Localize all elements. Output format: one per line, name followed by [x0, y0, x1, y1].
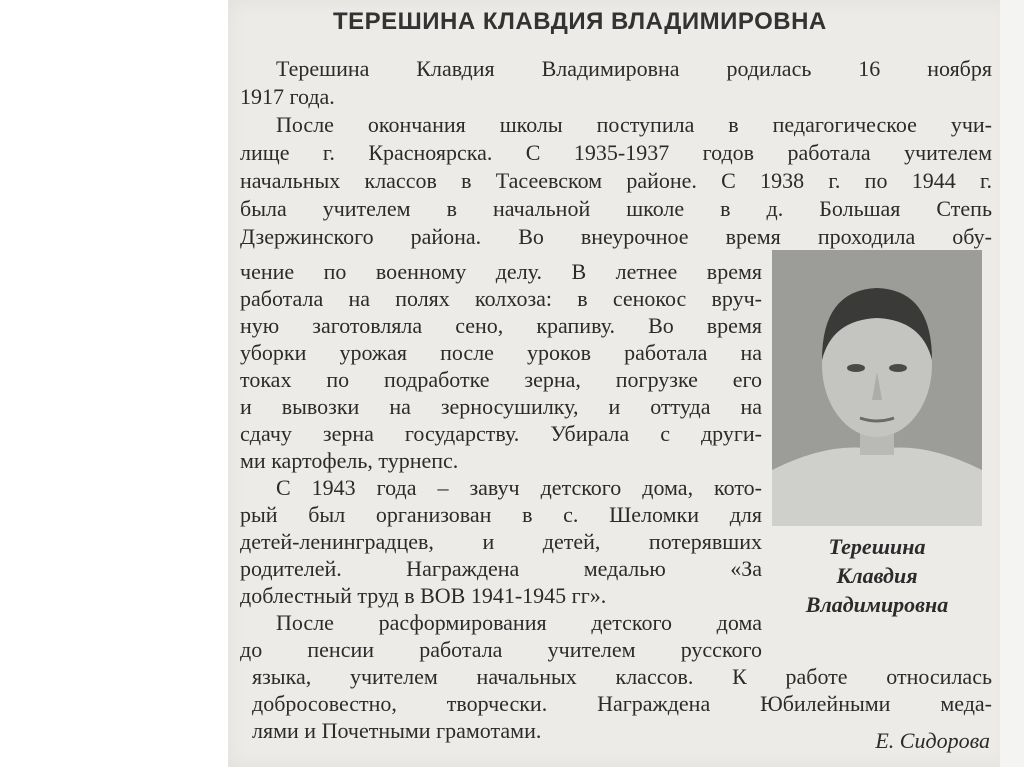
photo-caption-line: Клавдия	[836, 563, 918, 588]
text-line: лище г. Красноярска. С 1935-1937 годов работала учителем	[240, 140, 992, 165]
text-line: ную заготовляла сено, крапиву. Во время	[240, 313, 762, 338]
text-line: Терешина Клавдия Владимировна родилась 16 ноября	[276, 56, 992, 81]
text-line: сдачу зерна государству. Убирала с други-	[240, 421, 762, 446]
text-line: Дзержинского района. Во внеурочное время проходила обу-	[240, 224, 992, 249]
photo-caption-line: Терешина	[828, 534, 926, 559]
text-line: ми картофель, турнепс.	[240, 448, 459, 473]
text-line: до пенсии работала учителем русского	[240, 637, 762, 662]
text-line: лями и Почетными грамотами.	[252, 718, 542, 743]
author-signature: Е. Сидорова	[875, 728, 990, 753]
text-line: уборки урожая после уроков работала на	[240, 340, 762, 365]
text-line: рый был организован в с. Шеломки для	[240, 502, 762, 527]
page-title: ТЕРЕШИНА КЛАВДИЯ ВЛАДИМИРОВНА	[333, 8, 827, 35]
text-line: доблестный труд в ВОВ 1941-1945 гг».	[240, 583, 607, 608]
text-line: После окончания школы поступила в педагогическое учи-	[276, 112, 992, 137]
text-line: токах по подработке зерна, погрузке его	[240, 367, 762, 392]
text-line: родителей. Награждена медалью «За	[240, 556, 762, 581]
page-edge	[1000, 0, 1024, 767]
text-line: добросовестно, творчески. Награждена Юбилейными меда-	[252, 691, 992, 716]
text-line: и вывозки на зерносушилку, и оттуда на	[240, 394, 762, 419]
text-line: детей-ленинградцев, и детей, потерявших	[240, 529, 762, 554]
text-line: языка, учителем начальных классов. К работе относилась	[252, 664, 992, 689]
photo-caption-line: Владимировна	[805, 592, 949, 617]
text-line: С 1943 года – завуч детского дома, кото-	[276, 475, 762, 500]
text-line: После расформирования детского дома	[276, 610, 762, 635]
text-line: работала на полях колхоза: в сенокос вруч-	[240, 286, 762, 311]
text-line: 1917 года.	[240, 84, 335, 109]
text-line: начальных классов в Тасеевском районе. С 1938 г. по 1944 г.	[240, 168, 992, 193]
portrait-illustration	[772, 250, 982, 526]
portrait-photo	[772, 250, 982, 526]
text-line: чение по военному делу. В летнее время	[240, 259, 762, 284]
text-line: была учителем в начальной школе в д. Большая Степь	[240, 196, 992, 221]
